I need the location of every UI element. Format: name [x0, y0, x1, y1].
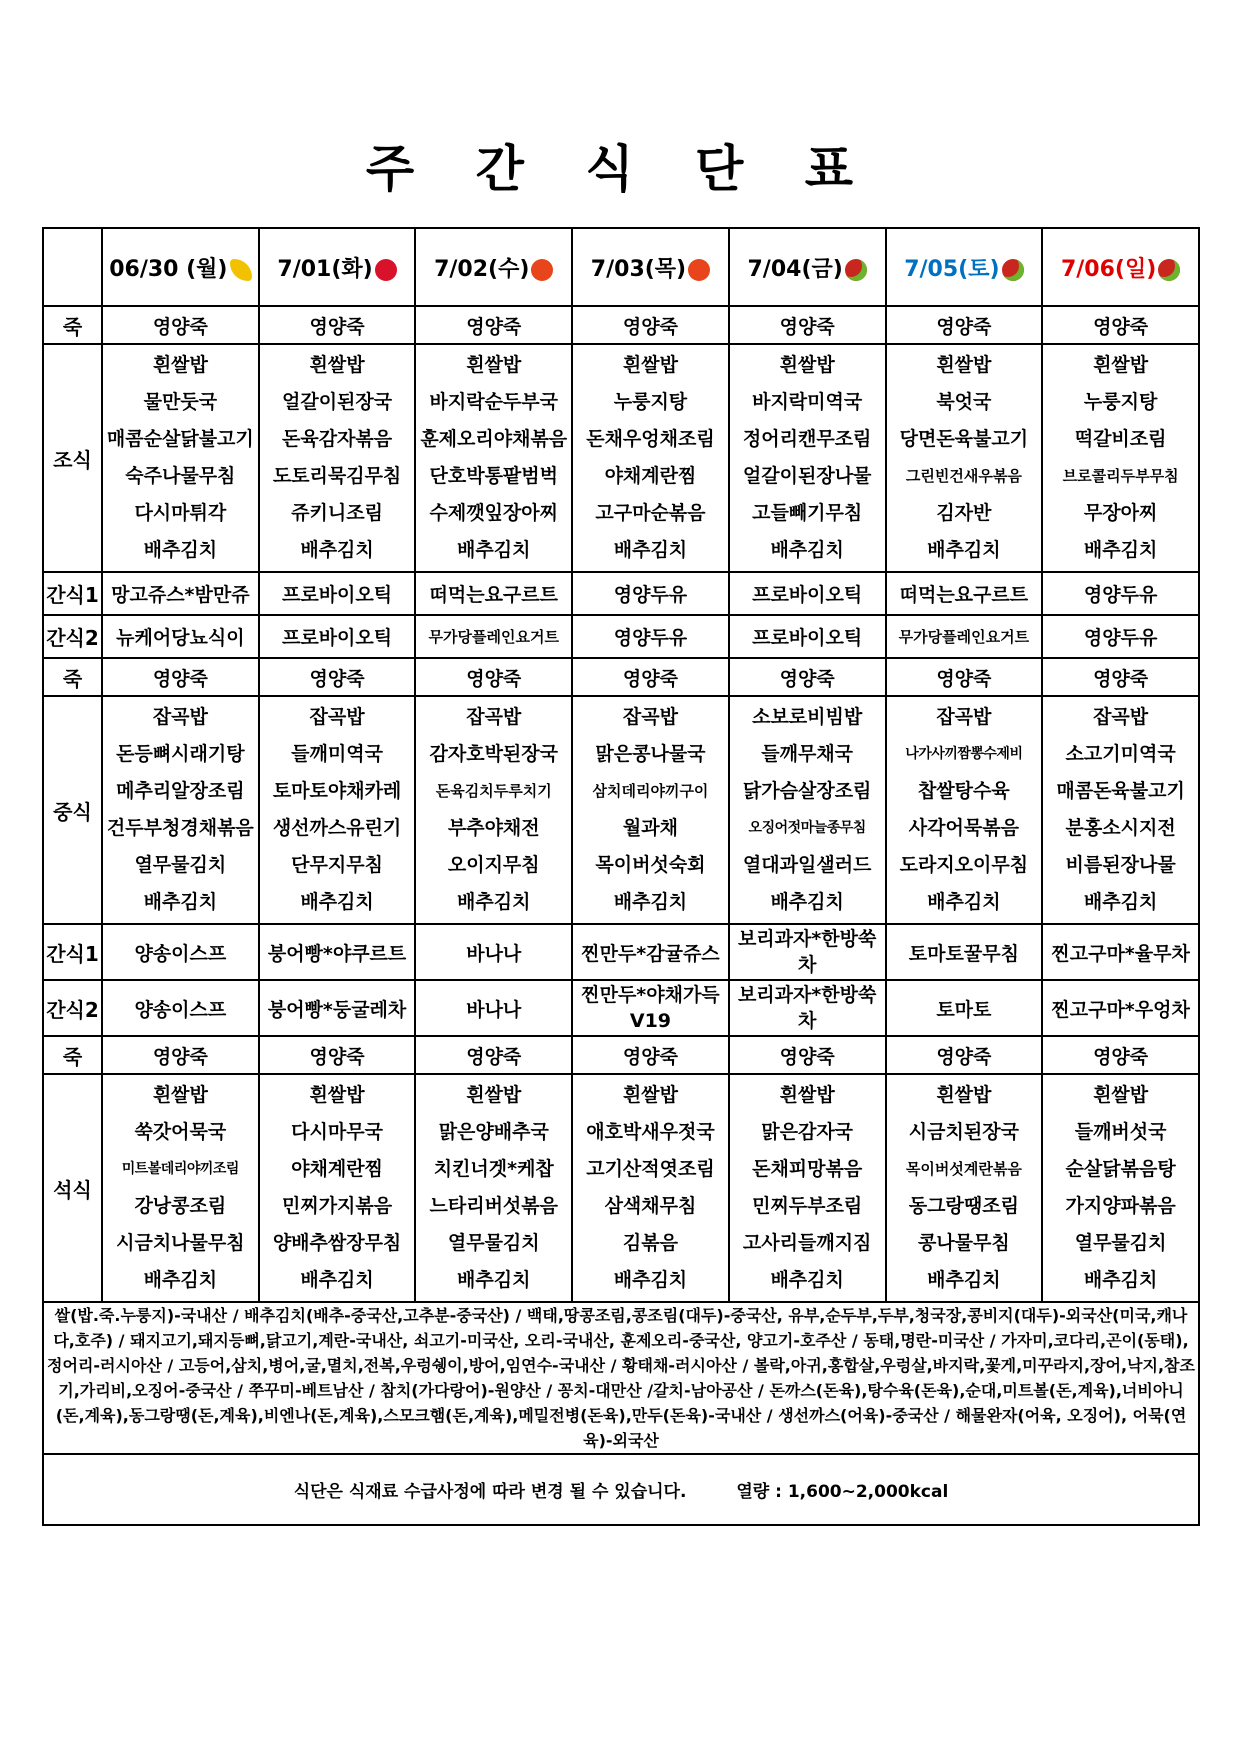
menu-cell: 영양죽 — [415, 1036, 572, 1074]
menu-item: 맑은감자국 — [761, 1121, 854, 1143]
menu-item: 매콤돈육불고기 — [1056, 780, 1185, 802]
menu-cell: 보리과자*한방쑥차 — [729, 924, 886, 980]
menu-cell: 영양두유 — [1042, 572, 1199, 615]
menu-item: 목이버섯계란볶음 — [905, 1160, 1022, 1178]
menu-cell: 영양두유 — [1042, 615, 1199, 658]
day-label: 7/01(화) — [277, 256, 373, 282]
menu-cell: 찐만두*감귤쥬스 — [572, 924, 729, 980]
meal-cell — [1042, 696, 1199, 924]
menu-cell: 영양죽 — [572, 658, 729, 696]
menu-item: 배추김치 — [143, 1269, 218, 1291]
mixed-fruit-icon — [688, 259, 710, 281]
menu-item: 브로콜리두부무침 — [1062, 467, 1179, 485]
origin-info: 쌀(밥.죽.누룽지)-국내산 / 배추김치(배추-중국산,고추분-중국산) / 백태,땅콩조림,콩조림(대두)-중국산, 유부,순두부,두부,청국장,콩비지(대두)-외국산(미국,캐나다,호주) / 돼지고기,돼지등뼈,닭고기,계란-국내산, 쇠고기-미국산, 오리-국내산, 훈제오리-중국산, 양고기-호주산 / 동태,명란-미국산 / 가자미,코다리,곤이(동태), 정어리-러시아산 / 고등어,삼치,병어,굴,멸치,전복,우렁쉥이,방어,임연수-국내산 / 황태채-러시아산 / 볼락,아귀,홍합살,우렁살,바지락,꽃게,미꾸라지,장어,낙지,참조기,가리비,오징어-중국산 / 쭈꾸미-베트남산 / 참치(가다랑어)-원양산 / 꽁치-대만산 /갈치-남아공산 / 돈까스(돈육),탕수육(돈육),순대,미트볼(돈,계육),너비아니(돈,계육),동그랑땡(돈,계육),비엔나(돈,계육),스모크햄(돈,계육),메밀전병(돈육),만두(돈육)-국내산 / 생선까스(어육)-중국산 / 해물완자(어육, 오징어), 어묵(연육)-외국산 — [43, 1302, 1199, 1454]
menu-item: 배추김치 — [1083, 539, 1158, 561]
menu-item: 들깨무채국 — [761, 743, 854, 765]
menu-item: 토마토야채카레 — [272, 780, 402, 802]
juk-row — [43, 1036, 1199, 1074]
menu-item: 단호박통팥범벅 — [429, 465, 558, 487]
meal-cell — [259, 1074, 416, 1302]
menu-item: 흰쌀밥 — [152, 354, 208, 376]
meal-cell — [729, 344, 886, 572]
day-header — [259, 228, 416, 306]
menu-item: 생선까스유린기 — [272, 817, 402, 839]
menu-item: 떡갈비조림 — [1074, 428, 1167, 450]
menu-item: 흰쌀밥 — [466, 354, 522, 376]
menu-item: 들깨버섯국 — [1074, 1121, 1167, 1143]
menu-cell: 영양죽 — [729, 306, 886, 344]
menu-item: 열무물김치 — [447, 1232, 540, 1254]
dinner-row — [43, 1074, 1199, 1302]
menu-cell: 영양죽 — [415, 306, 572, 344]
menu-item: 돈채피망볶음 — [752, 1158, 863, 1180]
menu-item: 맑은콩나물국 — [595, 743, 706, 765]
menu-item: 잡곡밥 — [1093, 706, 1149, 728]
menu-item: 맑은양배추국 — [438, 1121, 549, 1143]
menu-item: 돈육감자볶음 — [281, 428, 393, 450]
menu-item: 잡곡밥 — [152, 706, 208, 728]
menu-item: 바지락미역국 — [752, 391, 863, 413]
mixed-fruit-icon — [531, 259, 553, 281]
menu-item: 돈채우엉채조림 — [586, 428, 715, 450]
menu-cell: 영양죽 — [886, 1036, 1043, 1074]
menu-item: 얼갈이된장국 — [281, 391, 393, 413]
menu-cell: 뉴케어당뇨식이 — [102, 615, 259, 658]
menu-item: 다시마무국 — [291, 1121, 383, 1143]
meal-cell — [102, 696, 259, 924]
menu-item: 민찌두부조림 — [752, 1195, 863, 1217]
meal-cell — [729, 696, 886, 924]
menu-cell: 영양죽 — [729, 658, 886, 696]
menu-item: 월과채 — [622, 817, 678, 839]
calorie-info: 열량 : 1,600~2,000kcal — [736, 1482, 949, 1502]
menu-item: 흰쌀밥 — [309, 1084, 365, 1106]
menu-cell: 영양죽 — [886, 658, 1043, 696]
menu-cell: 붕어빵*야쿠르트 — [259, 924, 416, 980]
menu-item: 목이버섯숙회 — [595, 854, 706, 876]
day-header — [415, 228, 572, 306]
day-label: 06/30 (월) — [109, 256, 228, 282]
menu-cell: 영양죽 — [572, 306, 729, 344]
menu-item: 애호박새우젓국 — [586, 1121, 715, 1143]
meal-cell — [572, 1074, 729, 1302]
menu-item: 동그랑땡조림 — [908, 1195, 1019, 1217]
menu-item: 단무지무침 — [291, 854, 383, 876]
menu-cell: 영양죽 — [259, 1036, 416, 1074]
menu-item: 배추김치 — [613, 539, 688, 561]
menu-item: 메추리알장조림 — [116, 780, 245, 802]
menu-item: 무장아찌 — [1083, 502, 1158, 524]
footer — [43, 1454, 1199, 1525]
menu-item: 배추김치 — [457, 1269, 531, 1291]
row-label: 간식2 — [43, 980, 102, 1036]
menu-item: 배추김치 — [143, 891, 218, 913]
menu-cell: 떠먹는요구르트 — [886, 572, 1043, 615]
menu-item: 흰쌀밥 — [936, 1084, 992, 1106]
menu-item: 오징어젓마늘종무침 — [748, 820, 866, 836]
menu-item: 고들빼기무침 — [752, 502, 863, 524]
menu-item: 가지양파볶음 — [1065, 1195, 1176, 1217]
menu-item: 배추김치 — [770, 1269, 844, 1291]
menu-item: 배추김치 — [613, 1269, 688, 1291]
menu-cell: 찐고구마*율무차 — [1042, 924, 1199, 980]
menu-cell: 양송이스프 — [102, 980, 259, 1036]
mixed-fruit-icon — [1002, 259, 1024, 281]
menu-item: 민찌가지볶음 — [281, 1195, 393, 1217]
menu-cell: 바나나 — [415, 924, 572, 980]
menu-item: 누룽지탕 — [1083, 391, 1158, 413]
menu-item: 고기산적엿조림 — [586, 1158, 715, 1180]
day-label: 7/04(금) — [747, 256, 843, 282]
menu-cell: 영양죽 — [886, 306, 1043, 344]
juk-row — [43, 658, 1199, 696]
menu-cell: 영양죽 — [102, 306, 259, 344]
menu-item: 감자호박된장국 — [429, 743, 558, 765]
menu-cell: 영양죽 — [102, 658, 259, 696]
meal-cell — [415, 696, 572, 924]
row-label: 죽 — [43, 306, 102, 344]
breakfast-row — [43, 344, 1199, 572]
meal-cell — [886, 1074, 1043, 1302]
day-header-row — [43, 228, 1199, 306]
menu-item: 분홍소시지전 — [1065, 817, 1176, 839]
change-notice: 식단은 식재료 수급사정에 따라 변경 될 수 있습니다. — [293, 1482, 687, 1502]
menu-cell: 무가당플레인요거트 — [886, 615, 1043, 658]
menu-item: 돈등뼈시래기탕 — [116, 743, 245, 765]
menu-item: 흰쌀밥 — [622, 354, 678, 376]
footer-row — [43, 1454, 1199, 1525]
menu-item: 미트볼데리야끼조림 — [121, 1161, 239, 1177]
weekly-menu-table — [42, 227, 1200, 1526]
menu-item: 잡곡밥 — [936, 706, 992, 728]
day-header — [729, 228, 886, 306]
row-label: 조식 — [43, 344, 102, 572]
banana-icon — [230, 259, 252, 281]
menu-item: 비름된장나물 — [1065, 854, 1176, 876]
menu-item: 들깨미역국 — [291, 743, 383, 765]
menu-cell: 토마토 — [886, 980, 1043, 1036]
menu-item: 시금치된장국 — [908, 1121, 1019, 1143]
menu-item: 흰쌀밥 — [1093, 354, 1149, 376]
menu-item: 배추김치 — [300, 539, 374, 561]
meal-cell — [259, 696, 416, 924]
menu-item: 흰쌀밥 — [622, 1084, 678, 1106]
menu-cell: 영양죽 — [1042, 1036, 1199, 1074]
am-snack1-row — [43, 572, 1199, 615]
menu-item: 배추김치 — [927, 1269, 1001, 1291]
menu-cell: 보리과자*한방쑥차 — [729, 980, 886, 1036]
menu-item: 열무물김치 — [1074, 1232, 1167, 1254]
menu-cell: 영양두유 — [572, 615, 729, 658]
menu-item: 배추김치 — [770, 891, 844, 913]
menu-item: 당면돈육불고기 — [899, 428, 1029, 450]
menu-item: 야채계란찜 — [604, 465, 697, 487]
menu-item: 야채계란찜 — [291, 1158, 383, 1180]
menu-cell: 찐만두*야채가득V19 — [572, 980, 729, 1036]
menu-item: 김자반 — [936, 502, 992, 524]
pm-snack2-row — [43, 980, 1199, 1036]
day-label: 7/02(수) — [434, 256, 530, 282]
menu-item: 배추김치 — [300, 1269, 374, 1291]
menu-item: 시금치나물무침 — [116, 1232, 245, 1254]
menu-cell: 양송이스프 — [102, 924, 259, 980]
menu-item: 북엇국 — [936, 391, 992, 413]
meal-cell — [572, 696, 729, 924]
menu-cell: 바나나 — [415, 980, 572, 1036]
menu-item: 강낭콩조림 — [134, 1195, 227, 1217]
menu-item: 부추야채전 — [447, 817, 540, 839]
menu-item: 배추김치 — [1083, 891, 1158, 913]
meal-cell — [1042, 1074, 1199, 1302]
menu-cell: 영양죽 — [102, 1036, 259, 1074]
menu-item: 그린빈건새우볶음 — [905, 467, 1022, 485]
menu-item: 배추김치 — [927, 891, 1001, 913]
menu-item: 건두부청경채볶음 — [106, 817, 254, 839]
menu-item: 얼갈이된장나물 — [742, 465, 872, 487]
menu-item: 다시마튀각 — [134, 502, 227, 524]
menu-item: 사각어묵볶음 — [908, 817, 1019, 839]
menu-item: 소보로비빔밥 — [752, 706, 863, 728]
origin-row — [43, 1302, 1199, 1454]
meal-cell — [572, 344, 729, 572]
menu-item: 나가사끼짬뽕수제비 — [905, 746, 1023, 762]
meal-cell — [102, 344, 259, 572]
menu-item: 닭가슴살장조림 — [742, 780, 872, 802]
menu-item: 흰쌀밥 — [936, 354, 992, 376]
menu-item: 도라지오이무침 — [899, 854, 1029, 876]
menu-item: 삼색채무침 — [604, 1195, 697, 1217]
menu-item: 소고기미역국 — [1065, 743, 1176, 765]
menu-item: 배추김치 — [613, 891, 688, 913]
menu-cell: 영양죽 — [415, 658, 572, 696]
menu-item: 매콤순살닭불고기 — [106, 428, 254, 450]
menu-cell: 프로바이오틱 — [259, 615, 416, 658]
corner-cell — [43, 228, 102, 306]
meal-cell — [415, 344, 572, 572]
menu-item: 삼치데리야끼구이 — [592, 782, 709, 800]
lunch-row — [43, 696, 1199, 924]
menu-cell: 프로바이오틱 — [729, 615, 886, 658]
day-header — [102, 228, 259, 306]
menu-item: 숙주나물무침 — [125, 465, 236, 487]
menu-item: 쥬키니조림 — [291, 502, 383, 524]
menu-item: 정어리캔무조림 — [742, 428, 872, 450]
mixed-fruit-icon — [1158, 259, 1180, 281]
am-snack2-row — [43, 615, 1199, 658]
meal-cell — [886, 696, 1043, 924]
menu-item: 쑥갓어묵국 — [134, 1121, 227, 1143]
menu-item: 배추김치 — [1083, 1269, 1158, 1291]
menu-item: 잡곡밥 — [622, 706, 678, 728]
menu-item: 배추김치 — [300, 891, 374, 913]
menu-item: 바지락순두부국 — [429, 391, 558, 413]
day-header — [886, 228, 1043, 306]
juk-row — [43, 306, 1199, 344]
meal-cell — [415, 1074, 572, 1302]
meal-cell — [259, 344, 416, 572]
mixed-fruit-icon — [845, 259, 867, 281]
menu-item: 도토리묵김무침 — [272, 465, 402, 487]
cherry-icon — [375, 259, 397, 281]
row-label: 중식 — [43, 696, 102, 924]
meal-cell — [729, 1074, 886, 1302]
day-header — [1042, 228, 1199, 306]
meal-cell — [102, 1074, 259, 1302]
meal-cell — [1042, 344, 1199, 572]
menu-item: 흰쌀밥 — [466, 1084, 522, 1106]
menu-item: 양배추쌈장무침 — [272, 1232, 402, 1254]
day-label: 7/06(일) — [1060, 256, 1157, 282]
menu-item: 치킨너겟*케찹 — [433, 1158, 554, 1180]
menu-item: 누룽지탕 — [613, 391, 688, 413]
menu-item: 흰쌀밥 — [779, 1084, 835, 1106]
menu-item: 열대과일샐러드 — [742, 854, 872, 876]
menu-item: 배추김치 — [457, 891, 531, 913]
menu-cell: 프로바이오틱 — [259, 572, 416, 615]
row-label: 간식1 — [43, 924, 102, 980]
menu-item: 콩나물무침 — [917, 1232, 1010, 1254]
menu-item: 흰쌀밥 — [779, 354, 835, 376]
row-label: 죽 — [43, 1036, 102, 1074]
menu-item: 배추김치 — [457, 539, 531, 561]
menu-item: 열무물김치 — [134, 854, 227, 876]
menu-item: 잡곡밥 — [466, 706, 522, 728]
menu-cell: 토마토꿀무침 — [886, 924, 1043, 980]
menu-item: 배추김치 — [143, 539, 218, 561]
meal-cell — [886, 344, 1043, 572]
menu-cell: 찐고구마*우엉차 — [1042, 980, 1199, 1036]
menu-item: 찹쌀탕수육 — [917, 780, 1010, 802]
page-title: 주 간 식 단 표 — [365, 140, 876, 198]
row-label: 죽 — [43, 658, 102, 696]
menu-item: 배추김치 — [927, 539, 1001, 561]
menu-item: 흰쌀밥 — [152, 1084, 208, 1106]
row-label: 석식 — [43, 1074, 102, 1302]
row-label: 간식2 — [43, 615, 102, 658]
pm-snack1-row — [43, 924, 1199, 980]
menu-item: 순살닭볶음탕 — [1065, 1158, 1176, 1180]
menu-item: 흰쌀밥 — [309, 354, 365, 376]
menu-cell: 붕어빵*둥굴레차 — [259, 980, 416, 1036]
menu-item: 훈제오리야채볶음 — [420, 428, 568, 450]
menu-cell: 영양죽 — [259, 306, 416, 344]
menu-item: 오이지무침 — [447, 854, 540, 876]
day-label: 7/05(토) — [904, 256, 1000, 282]
menu-cell: 영양죽 — [1042, 658, 1199, 696]
menu-item: 수제깻잎장아찌 — [429, 502, 558, 524]
menu-item: 돈육김치두루치기 — [435, 782, 552, 800]
menu-item: 물만둣국 — [143, 391, 218, 413]
menu-item: 김볶음 — [622, 1232, 678, 1254]
row-label: 간식1 — [43, 572, 102, 615]
menu-cell: 무가당플레인요거트 — [415, 615, 572, 658]
menu-item: 고사리들깨지짐 — [742, 1232, 872, 1254]
menu-cell: 영양죽 — [572, 1036, 729, 1074]
menu-cell: 떠먹는요구르트 — [415, 572, 572, 615]
menu-item: 배추김치 — [770, 539, 844, 561]
day-header — [572, 228, 729, 306]
menu-cell: 영양죽 — [729, 1036, 886, 1074]
menu-cell: 프로바이오틱 — [729, 572, 886, 615]
menu-item: 잡곡밥 — [309, 706, 365, 728]
menu-cell: 영양죽 — [259, 658, 416, 696]
menu-cell: 영양두유 — [572, 572, 729, 615]
menu-item: 고구마순볶음 — [595, 502, 706, 524]
menu-item: 흰쌀밥 — [1093, 1084, 1149, 1106]
menu-item: 느타리버섯볶음 — [429, 1195, 558, 1217]
menu-cell: 영양죽 — [1042, 306, 1199, 344]
day-label: 7/03(목) — [590, 256, 687, 282]
menu-cell: 망고쥬스*밤만쥬 — [102, 572, 259, 615]
